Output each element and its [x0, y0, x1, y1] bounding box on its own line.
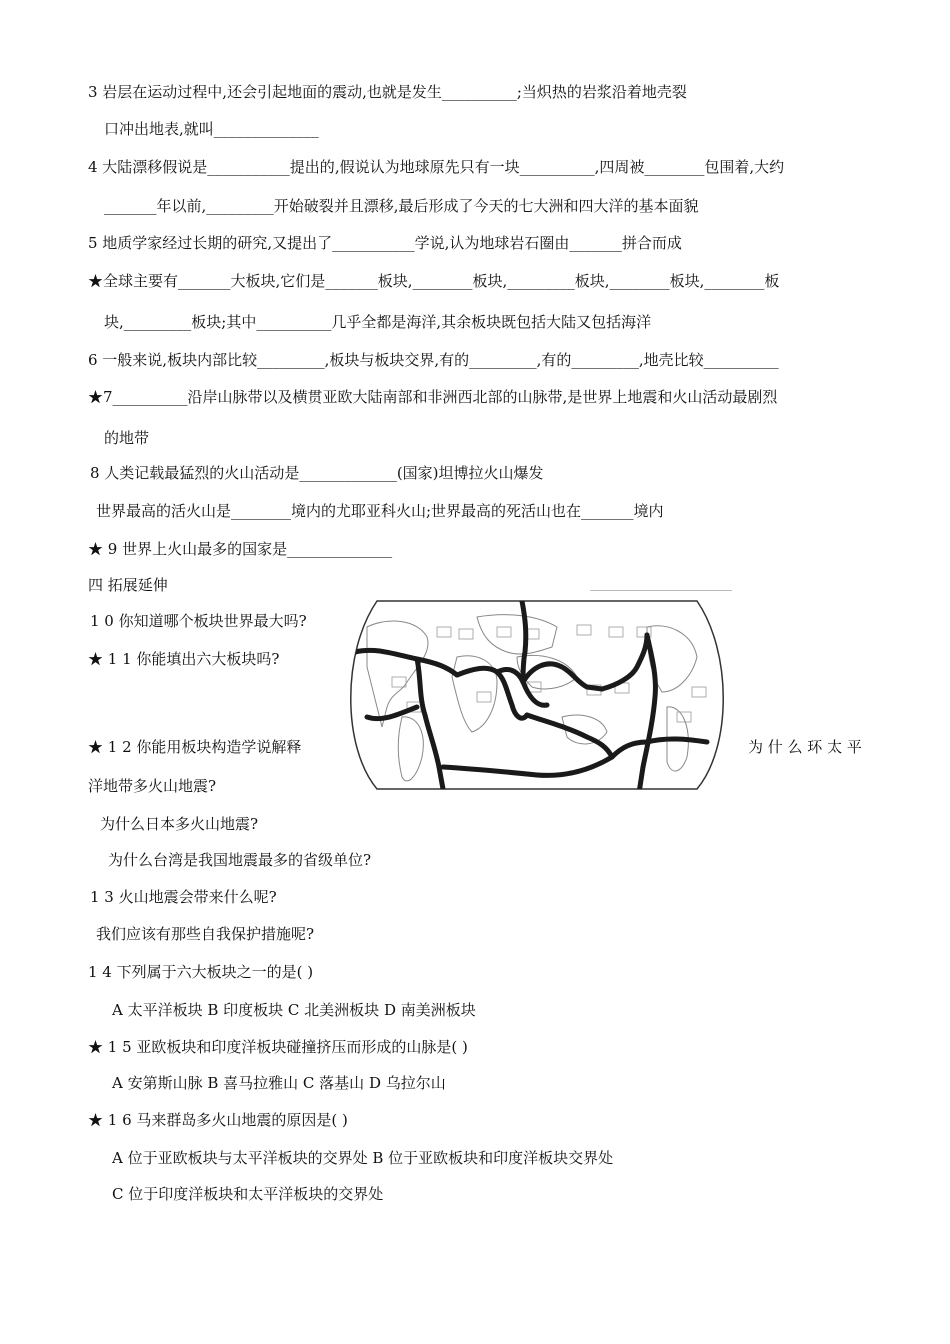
q10-line: 1 0 你知道哪个板块世界最大吗? [90, 612, 307, 630]
q5-line1: 5 地质学家经过长期的研究,又提出了___________学说,认为地球岩石圈由_______拼合而成 [88, 234, 682, 252]
q13-line2: 我们应该有那些自我保护措施呢? [96, 925, 315, 943]
q3-line1: 3 岩层在运动过程中,还会引起地面的震动,也就是发生__________;当炽热的岩浆沿着地壳裂 [88, 83, 687, 101]
q4-line1: 4 大陆漂移假说是___________提出的,假说认为地球原先只有一块__________,四周被________包围着,大约 [88, 158, 785, 176]
q15-line: ★ 1 5 亚欧板块和印度洋板块碰撞挤压而形成的山脉是( ) [88, 1038, 468, 1056]
q8-line2: 世界最高的活火山是________境内的尤耶亚科火山;世界最高的死活山也在_______境内 [96, 502, 664, 520]
q13-line1: 1 3 火山地震会带来什么呢? [90, 888, 277, 906]
q12-line2: 洋地带多火山地震? [88, 777, 217, 795]
q14-line: 1 4 下列属于六大板块之一的是( ) [88, 963, 314, 981]
q15-options: A 安第斯山脉 B 喜马拉雅山 C 落基山 D 乌拉尔山 [112, 1074, 446, 1092]
q14-options: A 太平洋板块 B 印度板块 C 北美洲板块 D 南美洲板块 [112, 1001, 476, 1019]
q4-line2: _______年以前,_________开始破裂并且漂移,最后形成了今天的七大洲和四大洋的基本面貌 [104, 197, 699, 215]
q8-line1: 8 人类记载最猛烈的火山活动是_____________(国家)坦博拉火山爆发 [90, 464, 544, 482]
plates-line2: 块,_________板块;其中__________几乎全都是海洋,其余板块既包括大陆又包括海洋 [104, 313, 652, 331]
header-rule [590, 590, 732, 591]
q16-option-ab: A 位于亚欧板块与太平洋板块的交界处 B 位于亚欧板块和印度洋板块交界处 [112, 1149, 614, 1167]
q12-line3: 为什么日本多火山地震? [100, 815, 259, 833]
plates-line1: ★全球主要有_______大板块,它们是_______板块,________板块,_________板块,________板块,________板 [88, 272, 780, 290]
section-title: 四 拓展延伸 [88, 576, 168, 594]
q6-line: 6 一般来说,板块内部比较_________,板块与板块交界,有的_________,有的_________,地壳比较__________ [88, 351, 779, 369]
q12-line1-right: 为 什 么 环 太 平 [748, 738, 862, 756]
q16-option-c: C 位于印度洋板块和太平洋板块的交界处 [112, 1185, 384, 1203]
q11-line: ★ 1 1 你能填出六大板块吗? [88, 650, 280, 668]
q7-line2: 的地带 [104, 429, 150, 447]
q12-line4: 为什么台湾是我国地震最多的省级单位? [108, 851, 372, 869]
q7-line1: ★7__________沿岸山脉带以及横贯亚欧大陆南部和非洲西北部的山脉带,是世界上地震和火山活动最剧烈 [88, 388, 778, 406]
q16-line: ★ 1 6 马来群岛多火山地震的原因是( ) [88, 1111, 348, 1129]
q3-line2: 口冲出地表,就叫______________ [104, 120, 319, 138]
q9-line: ★ 9 世界上火山最多的国家是______________ [88, 540, 393, 558]
plate-boundary-map [347, 597, 727, 793]
q12-line1-left: ★ 1 2 你能用板块构造学说解释 [88, 738, 302, 756]
